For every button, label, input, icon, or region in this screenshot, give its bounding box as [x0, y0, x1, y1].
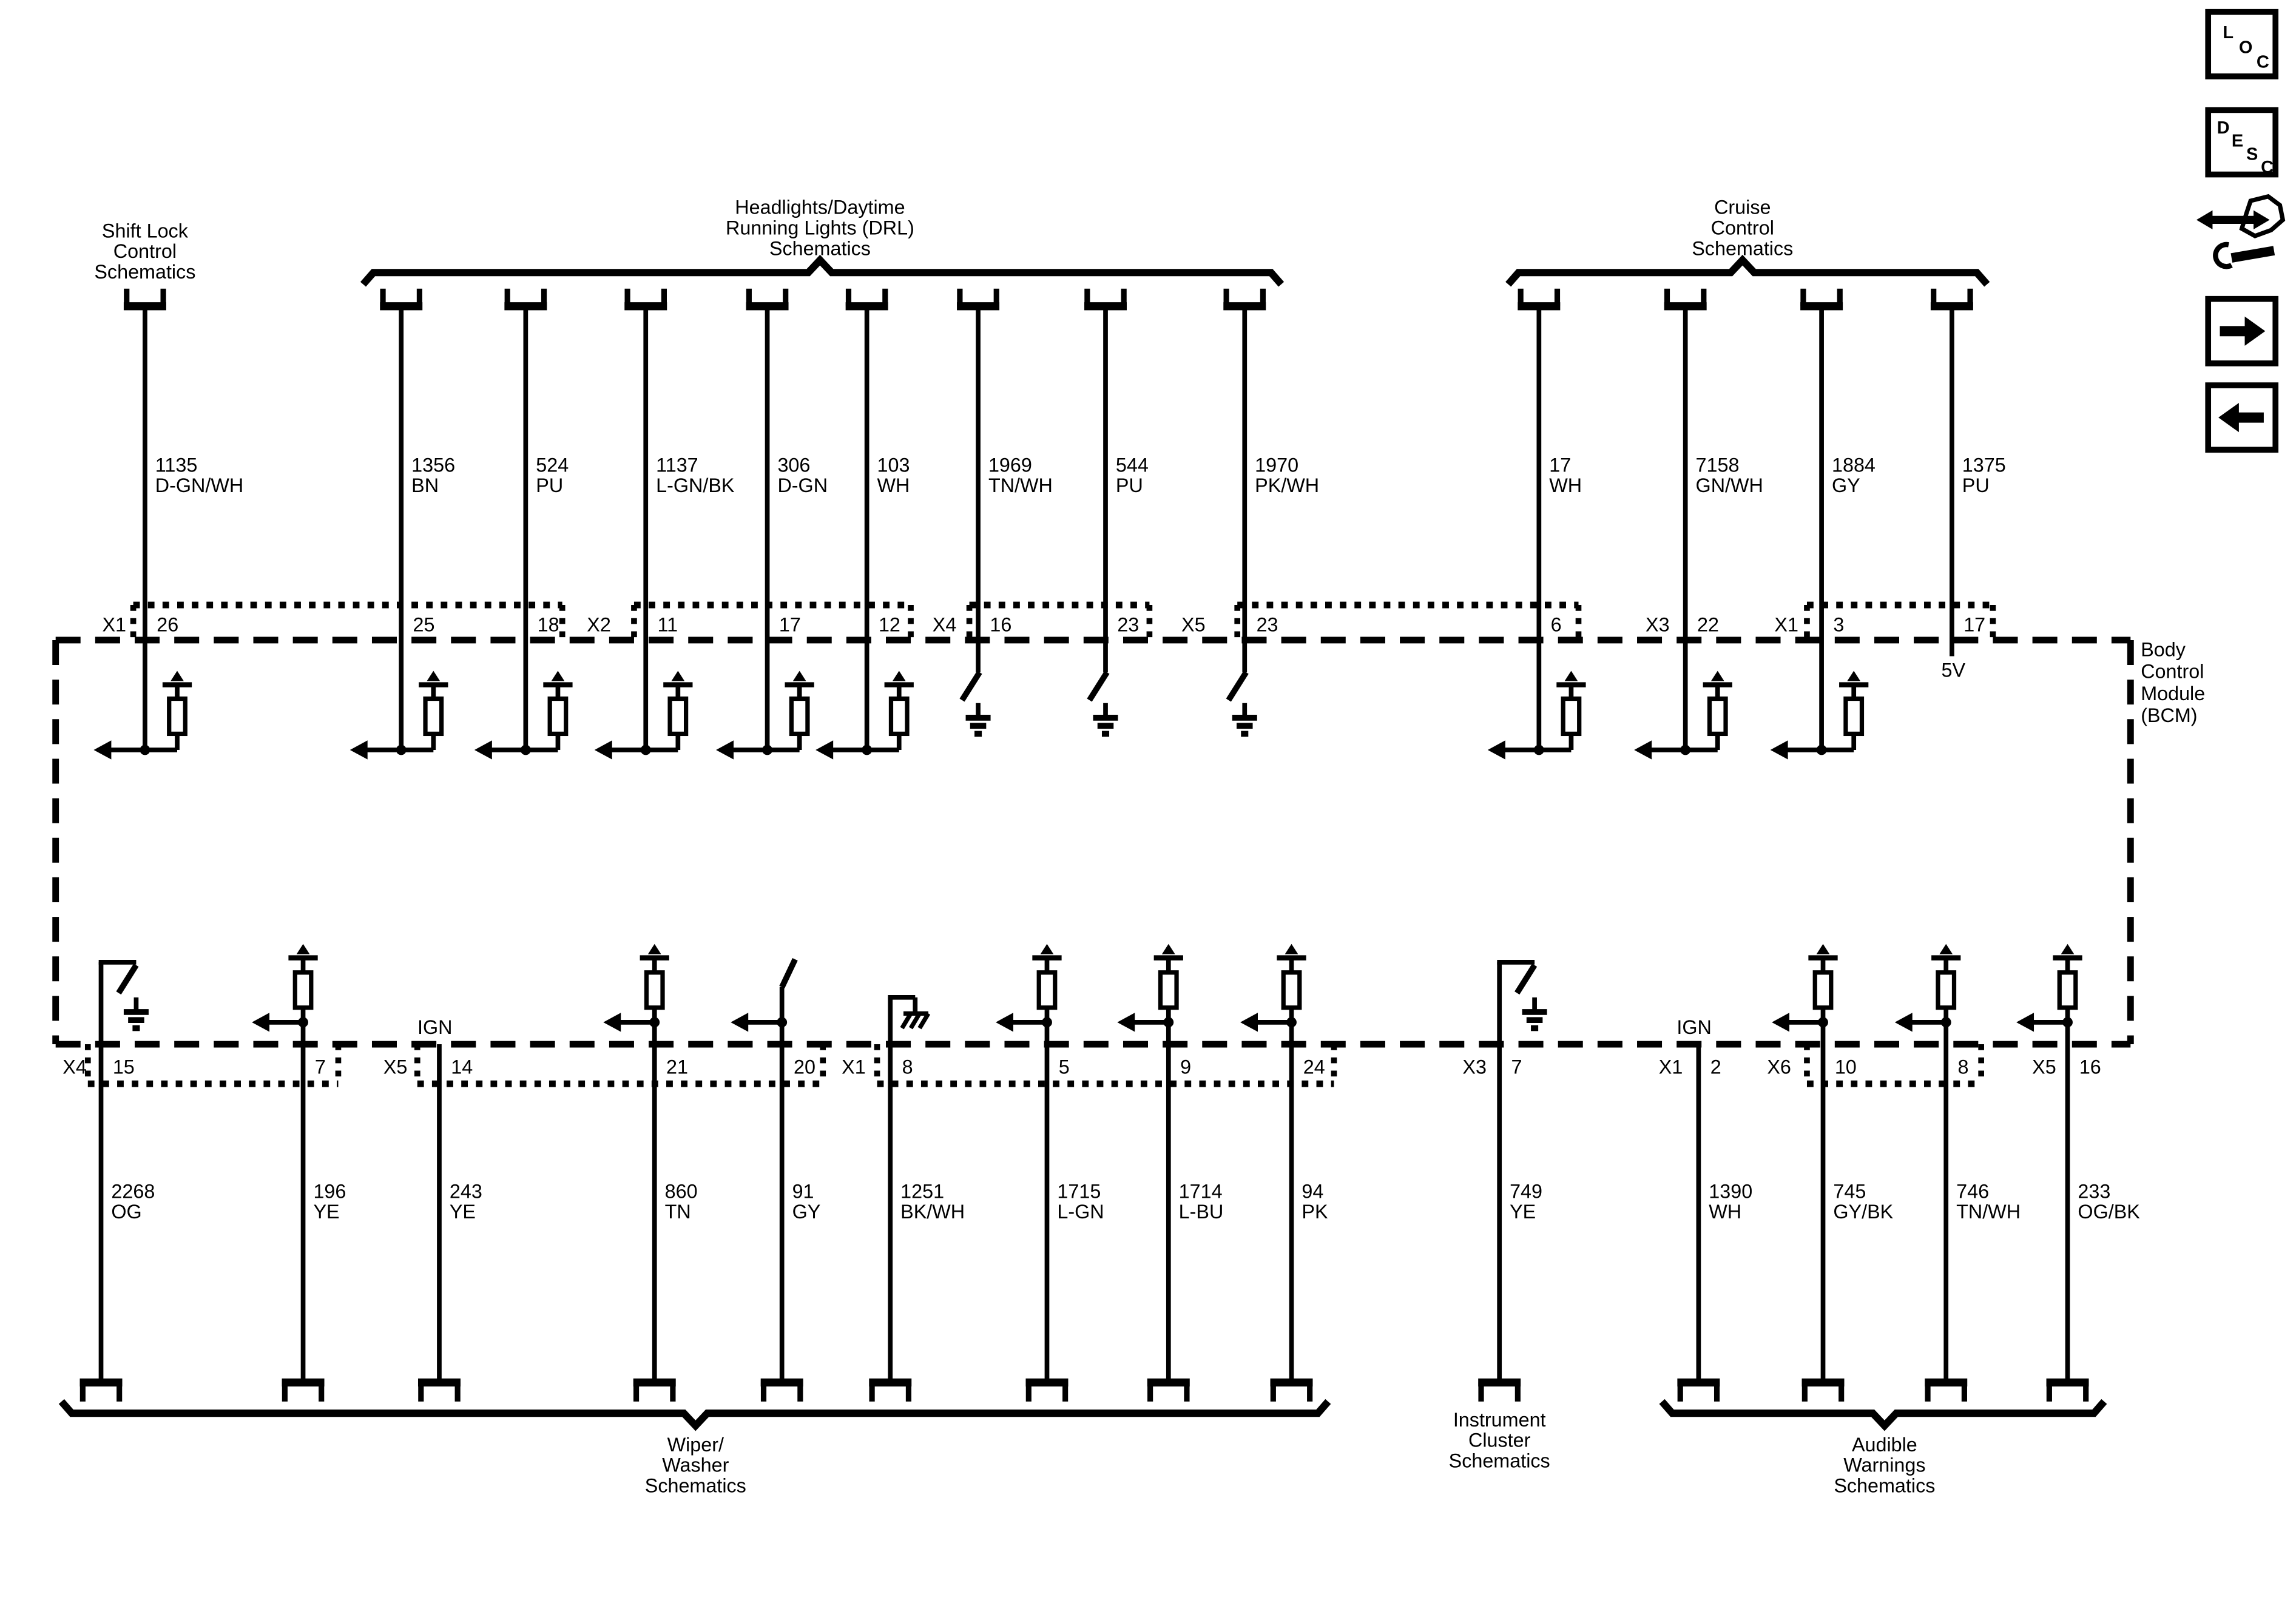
svg-text:Cruise: Cruise	[1714, 196, 1771, 218]
instrument-cluster-link[interactable]	[1449, 1409, 1550, 1472]
svg-text:Schematics: Schematics	[769, 237, 871, 260]
svg-text:14: 14	[451, 1056, 473, 1078]
wire-524	[474, 289, 573, 760]
svg-text:Schematics: Schematics	[94, 260, 196, 283]
svg-text:Running Lights (DRL): Running Lights (DRL)	[725, 217, 914, 239]
svg-text:D: D	[2217, 118, 2230, 138]
wire-243	[417, 1016, 482, 1402]
svg-text:5: 5	[1058, 1056, 1070, 1078]
svg-text:24: 24	[1303, 1056, 1325, 1078]
wire-860	[603, 944, 697, 1402]
svg-text:X6: X6	[1767, 1056, 1791, 1078]
connector-label-x4	[933, 613, 957, 635]
svg-text:94: 94	[1302, 1180, 1324, 1203]
svg-text:Cluster: Cluster	[1468, 1429, 1531, 1451]
svg-text:TN/WH: TN/WH	[1956, 1201, 2021, 1223]
loc-button[interactable]	[2208, 12, 2275, 76]
wire-1714	[1117, 944, 1223, 1402]
svg-text:GN/WH: GN/WH	[1695, 474, 1763, 497]
svg-text:Warnings: Warnings	[1843, 1454, 1926, 1476]
svg-text:IGN: IGN	[1676, 1016, 1712, 1039]
svg-text:X1: X1	[1658, 1056, 1683, 1078]
svg-text:1714: 1714	[1178, 1180, 1223, 1203]
svg-text:8: 8	[1957, 1056, 1969, 1078]
svg-text:21: 21	[666, 1056, 689, 1078]
svg-text:1137: 1137	[656, 454, 698, 476]
svg-text:PK: PK	[1302, 1201, 1328, 1223]
svg-text:C: C	[2256, 52, 2269, 72]
svg-text:OG: OG	[111, 1201, 142, 1223]
svg-text:YE: YE	[1510, 1201, 1536, 1223]
svg-text:9: 9	[1180, 1056, 1192, 1078]
svg-text:1135: 1135	[155, 454, 198, 476]
svg-text:Audible: Audible	[1851, 1433, 1917, 1456]
svg-text:X1: X1	[842, 1056, 866, 1078]
cruise-control-link[interactable]	[1508, 197, 1987, 285]
wire-196	[252, 944, 346, 1402]
svg-text:1884: 1884	[1831, 454, 1876, 476]
wire-91	[731, 959, 820, 1402]
svg-text:1715: 1715	[1057, 1180, 1101, 1203]
svg-text:L: L	[2223, 23, 2234, 43]
svg-text:OG/BK: OG/BK	[2078, 1201, 2140, 1223]
svg-text:15: 15	[112, 1056, 135, 1078]
wire-306	[716, 289, 828, 760]
svg-text:5V: 5V	[1941, 659, 1966, 681]
svg-text:11: 11	[657, 613, 678, 636]
svg-text:8: 8	[902, 1056, 913, 1078]
svg-text:X5: X5	[1181, 613, 1206, 636]
next-arrow-button[interactable]	[2208, 299, 2275, 363]
svg-text:6: 6	[1550, 613, 1562, 636]
shift-lock-link[interactable]	[94, 220, 195, 283]
wire-1356	[350, 289, 455, 760]
svg-text:Schematics: Schematics	[644, 1474, 746, 1497]
svg-text:18: 18	[537, 613, 559, 636]
svg-text:PK/WH: PK/WH	[1255, 474, 1320, 497]
svg-text:1969: 1969	[988, 454, 1032, 476]
svg-text:306: 306	[777, 454, 811, 476]
svg-text:PU: PU	[536, 474, 564, 497]
svg-text:Schematics: Schematics	[1834, 1474, 1936, 1497]
bcm-label	[2141, 639, 2205, 727]
svg-text:745: 745	[1833, 1180, 1866, 1203]
wire-1137	[595, 289, 735, 760]
connector-label-x1	[842, 1056, 866, 1078]
wire-1715	[996, 944, 1104, 1402]
svg-text:Module: Module	[2141, 682, 2206, 704]
wire-746	[1895, 944, 2021, 1402]
svg-text:17: 17	[1963, 613, 1986, 636]
connector-label-x3	[1462, 1056, 1487, 1078]
wire-544	[1084, 289, 1149, 734]
connector-label-x5	[2032, 1056, 2056, 1078]
svg-text:GY: GY	[792, 1201, 821, 1223]
svg-text:25: 25	[413, 613, 435, 636]
svg-text:L-BU: L-BU	[1178, 1201, 1224, 1223]
svg-text:1356: 1356	[411, 454, 456, 476]
headlights-drl-link[interactable]	[363, 197, 1281, 285]
svg-text:PU: PU	[1115, 474, 1143, 497]
svg-text:X3: X3	[1646, 613, 1670, 636]
svg-text:1375: 1375	[1962, 454, 2006, 476]
svg-text:Control: Control	[113, 240, 177, 263]
svg-text:C: C	[2261, 158, 2274, 178]
svg-text:WH: WH	[1709, 1201, 1742, 1223]
svg-text:X1: X1	[1774, 613, 1798, 636]
previous-arrow-button[interactable]	[2208, 385, 2275, 450]
svg-text:Instrument: Instrument	[1453, 1408, 1546, 1431]
connector-label-x4	[62, 1056, 87, 1078]
svg-text:L-GN: L-GN	[1057, 1201, 1104, 1223]
wire-1970	[1223, 289, 1319, 734]
svg-text:WH: WH	[1549, 474, 1582, 497]
audible-warnings-link[interactable]	[1662, 1402, 2104, 1497]
connector-label-x2	[587, 613, 611, 635]
svg-text:2268: 2268	[111, 1180, 155, 1203]
svg-text:746: 746	[1956, 1180, 1990, 1203]
svg-text:WH: WH	[877, 474, 910, 497]
svg-text:2: 2	[1710, 1056, 1721, 1078]
svg-text:22: 22	[1697, 613, 1719, 636]
svg-text:X4: X4	[62, 1056, 87, 1078]
connector-label-x1	[1659, 1056, 1683, 1078]
svg-text:243: 243	[449, 1180, 482, 1203]
wire-1251	[869, 998, 965, 1402]
svg-text:X5: X5	[383, 1056, 408, 1078]
svg-text:Body: Body	[2141, 638, 2186, 661]
wire-745	[1772, 944, 1894, 1402]
svg-text:Control: Control	[1710, 217, 1774, 239]
svg-text:X4: X4	[932, 613, 957, 636]
svg-text:L-GN/BK: L-GN/BK	[656, 474, 735, 497]
svg-text:Wiper/: Wiper/	[667, 1433, 724, 1456]
svg-text:1390: 1390	[1709, 1180, 1753, 1203]
svg-text:O: O	[2238, 38, 2253, 58]
svg-text:233: 233	[2078, 1180, 2111, 1203]
svg-text:YE: YE	[449, 1201, 476, 1223]
svg-text:23: 23	[1256, 613, 1278, 636]
svg-text:X3: X3	[1462, 1056, 1487, 1078]
wiper-washer-link[interactable]	[61, 1402, 1328, 1497]
wire-17	[1488, 289, 1586, 760]
connector-label-x5	[1181, 613, 1206, 635]
svg-text:IGN: IGN	[417, 1016, 453, 1039]
wire-103	[815, 289, 914, 760]
svg-text:GY: GY	[1831, 474, 1860, 497]
wire-749	[1478, 962, 1547, 1402]
connector-label-x3	[1646, 613, 1670, 635]
svg-text:26: 26	[157, 613, 179, 636]
svg-text:S: S	[2246, 144, 2258, 164]
connector-label-x1	[1774, 613, 1798, 635]
svg-text:860: 860	[664, 1180, 698, 1203]
svg-text:Control: Control	[2141, 660, 2204, 683]
svg-text:BN: BN	[411, 474, 439, 497]
svg-text:524: 524	[536, 454, 569, 476]
svg-text:Washer: Washer	[662, 1454, 729, 1476]
svg-text:544: 544	[1115, 454, 1149, 476]
svg-text:10: 10	[1834, 1056, 1857, 1078]
svg-text:D-GN/WH: D-GN/WH	[155, 474, 244, 497]
connector-label-x5	[383, 1056, 408, 1078]
wire-7158	[1634, 289, 1763, 760]
svg-text:(BCM): (BCM)	[2141, 704, 2198, 727]
svg-text:20: 20	[793, 1056, 815, 1078]
svg-text:7158: 7158	[1695, 454, 1740, 476]
svg-text:Headlights/Daytime: Headlights/Daytime	[735, 196, 905, 218]
svg-text:23: 23	[1117, 613, 1140, 636]
desc-button[interactable]	[2208, 110, 2275, 177]
svg-text:Shift Lock: Shift Lock	[101, 220, 188, 242]
connector-label-x6	[1767, 1056, 1791, 1078]
svg-text:16: 16	[2079, 1056, 2101, 1078]
svg-text:GY/BK: GY/BK	[1833, 1201, 1894, 1223]
svg-text:7: 7	[314, 1056, 326, 1078]
svg-text:1251: 1251	[900, 1180, 945, 1203]
svg-text:7: 7	[1511, 1056, 1522, 1078]
svg-text:TN: TN	[664, 1201, 691, 1223]
svg-text:3: 3	[1833, 613, 1845, 636]
wire-1135	[93, 289, 243, 760]
svg-text:103: 103	[877, 454, 910, 476]
svg-text:TN/WH: TN/WH	[988, 474, 1053, 497]
svg-text:91: 91	[792, 1180, 814, 1203]
svg-text:Schematics: Schematics	[1692, 237, 1794, 260]
svg-text:X5: X5	[2032, 1056, 2056, 1078]
wire-1390	[1676, 1016, 1752, 1402]
svg-text:17: 17	[1549, 454, 1572, 476]
svg-text:17: 17	[778, 613, 801, 636]
connector-label-x1	[102, 613, 126, 635]
svg-text:YE: YE	[313, 1201, 340, 1223]
wire-1969	[957, 289, 1053, 734]
svg-text:749: 749	[1510, 1180, 1543, 1203]
svg-text:12: 12	[878, 613, 900, 636]
schematic-tool-icon[interactable]	[2196, 197, 2283, 266]
svg-text:1970: 1970	[1255, 454, 1299, 476]
svg-text:BK/WH: BK/WH	[900, 1201, 965, 1223]
svg-text:196: 196	[313, 1180, 346, 1203]
wire-2268	[80, 962, 155, 1402]
svg-text:X2: X2	[587, 613, 611, 636]
svg-text:PU: PU	[1962, 474, 1990, 497]
svg-text:X1: X1	[102, 613, 127, 636]
svg-text:Schematics: Schematics	[1448, 1450, 1550, 1472]
svg-text:16: 16	[990, 613, 1012, 636]
wire-1884	[1771, 289, 1876, 760]
wire-233	[2016, 944, 2140, 1402]
wire-94	[1240, 944, 1328, 1402]
svg-text:E: E	[2231, 131, 2244, 151]
svg-text:D-GN: D-GN	[777, 474, 828, 497]
